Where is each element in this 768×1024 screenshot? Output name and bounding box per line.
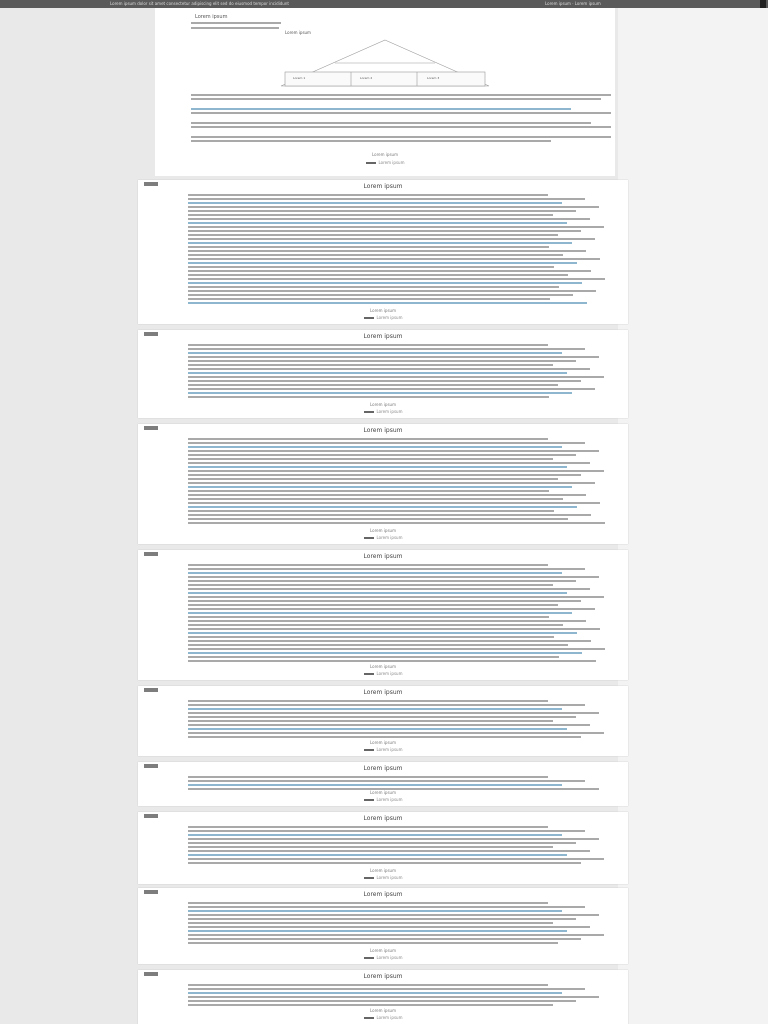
comment-link[interactable]: Lorem ipsum <box>138 1015 628 1020</box>
card-title[interactable]: Lorem ipsum <box>363 689 403 696</box>
article-card <box>138 550 628 680</box>
article-card <box>138 180 628 324</box>
comment-link[interactable]: Lorem ipsum <box>138 315 628 320</box>
card-footer: Lorem ipsum <box>370 868 396 873</box>
comment-link[interactable]: Lorem ipsum <box>138 797 628 802</box>
card-footer: Lorem ipsum <box>370 664 396 669</box>
top-bar-text: Lorem ipsum dolor sit amet consectetur adipiscing elit sed do eiusmod tempor incididunt <box>110 1 289 6</box>
comment-link[interactable]: Lorem ipsum <box>138 955 628 960</box>
hero-heading: Lorem ipsum <box>195 14 228 20</box>
article-card <box>138 330 628 418</box>
card-footer: Lorem ipsum <box>370 308 396 313</box>
article-card <box>138 424 628 544</box>
card-footer: Lorem ipsum <box>370 948 396 953</box>
card-title[interactable]: Lorem ipsum <box>363 765 403 772</box>
article-card <box>138 888 628 964</box>
card-footer: Lorem ipsum <box>370 528 396 533</box>
diagram-title: Lorem ipsum <box>285 30 311 35</box>
module-1: Lorem 1 <box>293 76 306 80</box>
comment-link[interactable]: Lorem ipsum <box>138 535 628 540</box>
comment-link[interactable]: Lorem ipsum <box>138 875 628 880</box>
top-bar <box>0 0 768 8</box>
card-title[interactable]: Lorem ipsum <box>363 891 403 898</box>
card-footer: Lorem ipsum <box>370 1008 396 1013</box>
comment-link[interactable]: Lorem ipsum <box>138 747 628 752</box>
hero-footer: Lorem ipsum <box>372 152 398 157</box>
card-title[interactable]: Lorem ipsum <box>363 815 403 822</box>
article-card <box>138 970 628 1024</box>
comment-link[interactable]: Lorem ipsum <box>138 409 628 414</box>
hero-comment[interactable]: Lorem ipsum <box>155 160 615 165</box>
menu-icon[interactable] <box>760 0 766 8</box>
article-card <box>138 812 628 884</box>
card-title[interactable]: Lorem ipsum <box>363 553 403 560</box>
article-card <box>138 686 628 756</box>
card-footer: Lorem ipsum <box>370 740 396 745</box>
card-title[interactable]: Lorem ipsum <box>363 973 403 980</box>
card-title[interactable]: Lorem ipsum <box>363 183 403 190</box>
module-2: Lorem 2 <box>360 76 373 80</box>
sidebar <box>618 8 768 1024</box>
hero-card <box>155 8 615 176</box>
module-3: Lorem 3 <box>427 76 440 80</box>
article-card <box>138 762 628 806</box>
card-title[interactable]: Lorem ipsum <box>363 333 403 340</box>
pyramid-diagram <box>275 38 495 90</box>
card-title[interactable]: Lorem ipsum <box>363 427 403 434</box>
top-bar-links[interactable]: Lorem ipsum · Lorem ipsum <box>545 1 601 6</box>
comment-link[interactable]: Lorem ipsum <box>138 671 628 676</box>
card-footer: Lorem ipsum <box>370 402 396 407</box>
card-footer: Lorem ipsum <box>370 790 396 795</box>
